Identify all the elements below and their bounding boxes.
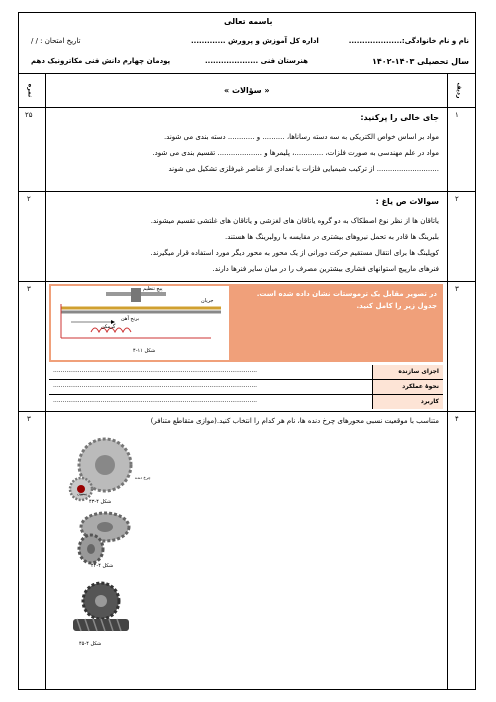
table-label-cell bbox=[372, 380, 443, 394]
table-label: اجزای سازنده bbox=[398, 368, 439, 375]
table-dots: ........................................................................................................... bbox=[53, 367, 258, 374]
thermostat-panel bbox=[49, 284, 443, 362]
label-heater: گرمکن bbox=[101, 324, 116, 330]
q3-table-row bbox=[49, 380, 443, 395]
worm-gear-image bbox=[69, 577, 131, 639]
office-label: اداره کل آموزش و پرورش ............. bbox=[191, 37, 319, 45]
q2-score: ۲ bbox=[27, 195, 31, 203]
q3-score: ۳ bbox=[27, 285, 31, 293]
q1-number: ۱ bbox=[455, 111, 459, 119]
spur-gears-image bbox=[67, 435, 137, 507]
table-label: کاربرد bbox=[420, 398, 439, 405]
exam-sheet bbox=[18, 12, 476, 690]
q3-table-row bbox=[49, 365, 443, 380]
q1-line-1: مواد بر اساس خواص الکتریکی به سه دسته رساناها، .......... و ............ دسته بندی می شوند. bbox=[163, 133, 439, 141]
q2-line-2: بلبرینگ ها قادر به تحمل نیروهای بیشتری در مقایسه با رولبرینگ ها هستند. bbox=[225, 233, 439, 241]
table-dots: ........................................................................................................... bbox=[53, 397, 258, 404]
bevel-gears-image bbox=[69, 507, 133, 567]
q3-prompt-2: جدول زیر را کامل کنید. bbox=[356, 302, 437, 310]
figure-caption-3: شکل ۴-۴۵ bbox=[79, 641, 102, 647]
q2-number: ۲ bbox=[455, 195, 459, 203]
year-label: سال تحصیلی ۱۴۰۳-۱۴۰۲ bbox=[371, 57, 469, 66]
school-label: هنرستان فنی .................... bbox=[205, 57, 308, 65]
question-2 bbox=[19, 191, 475, 282]
figure-caption-1: شکل ۴-۴۳ bbox=[89, 499, 112, 505]
exam-date: تاریخ امتحان : / / bbox=[31, 37, 81, 45]
header bbox=[19, 13, 475, 74]
table-label-cell bbox=[372, 365, 443, 379]
q4-score: ۳ bbox=[27, 415, 31, 423]
label-brass: برنج آهن bbox=[121, 316, 140, 322]
q3-table-row bbox=[49, 395, 443, 409]
questions-label: « سؤالات » bbox=[224, 86, 270, 95]
question-1 bbox=[19, 107, 475, 192]
row-label: ردیف bbox=[455, 82, 463, 99]
bismillah: باسمه تعالی bbox=[224, 17, 273, 26]
q1-line-3: ............................ از ترکیب شیمیایی فلزات با تعدادی از عناصر غیرفلزی تشکیل می شوند bbox=[168, 165, 439, 173]
q3-table bbox=[49, 365, 443, 409]
figure-caption-2: شکل ۴-۴۴ bbox=[91, 563, 114, 569]
q2-line-4: فنرهای مارپیچ استوانهای فشاری بیشترین مصرف را در میان سایر فنرها دارند. bbox=[212, 265, 439, 273]
module-label: پودمان چهارم دانش فنی مکاترونیک دهم bbox=[31, 57, 171, 65]
label-screw: پیچ تنظیم bbox=[143, 286, 163, 292]
q2-title: سوالات ص یاغ : bbox=[375, 197, 439, 206]
table-dots: ........................................................................................................... bbox=[53, 382, 258, 389]
q4-number: ۴ bbox=[455, 415, 459, 423]
thermostat-figure bbox=[51, 286, 229, 360]
q1-line-2: مواد در علم مهندسی به صورت فلزات، .............، پلیمرها و .................... تقسیم بندی می شود. bbox=[152, 149, 439, 157]
q3-prompt-1: در تصویر مقابل یک ترموستات نشان داده شده است. bbox=[256, 290, 437, 298]
column-header bbox=[19, 73, 475, 108]
question-4 bbox=[19, 411, 475, 691]
name-label: نام و نام خانوادگی:.................... bbox=[348, 37, 469, 45]
gear-label-a: چرخ دنده bbox=[135, 475, 151, 480]
q1-title: جای خالی را پرکنید: bbox=[360, 113, 439, 122]
table-label-cell bbox=[372, 395, 443, 409]
label-current: جریان bbox=[201, 298, 214, 304]
q1-score: ۲۵ bbox=[25, 111, 33, 119]
score-label: نمره bbox=[26, 83, 34, 98]
gear-label-b: پینیون bbox=[77, 491, 87, 496]
q3-number: ۳ bbox=[455, 285, 459, 293]
q4-text: متناسب با موقعیت نسبی محورهای چرخ دنده ها، نام هر کدام را انتخاب کنید.(موازی متقاطع متنافر) bbox=[150, 417, 439, 425]
figure-caption-q3: شکل ۱۱-۴ bbox=[133, 348, 156, 354]
table-label: نحوهٔ عملکرد bbox=[402, 383, 439, 390]
q2-line-1: یاتاقان ها از نظر نوع اصطکاک به دو گروه یاتاقان های لغزشی و یاتاقان های غلتشی تقسیم میشوند. bbox=[150, 217, 439, 225]
question-3 bbox=[19, 281, 475, 412]
q2-line-3: کوپلینگ ها برای انتقال مستقیم حرکت دورانی از یک محور به محور دیگر مورد استفاده قرار میگیرند. bbox=[150, 249, 439, 257]
